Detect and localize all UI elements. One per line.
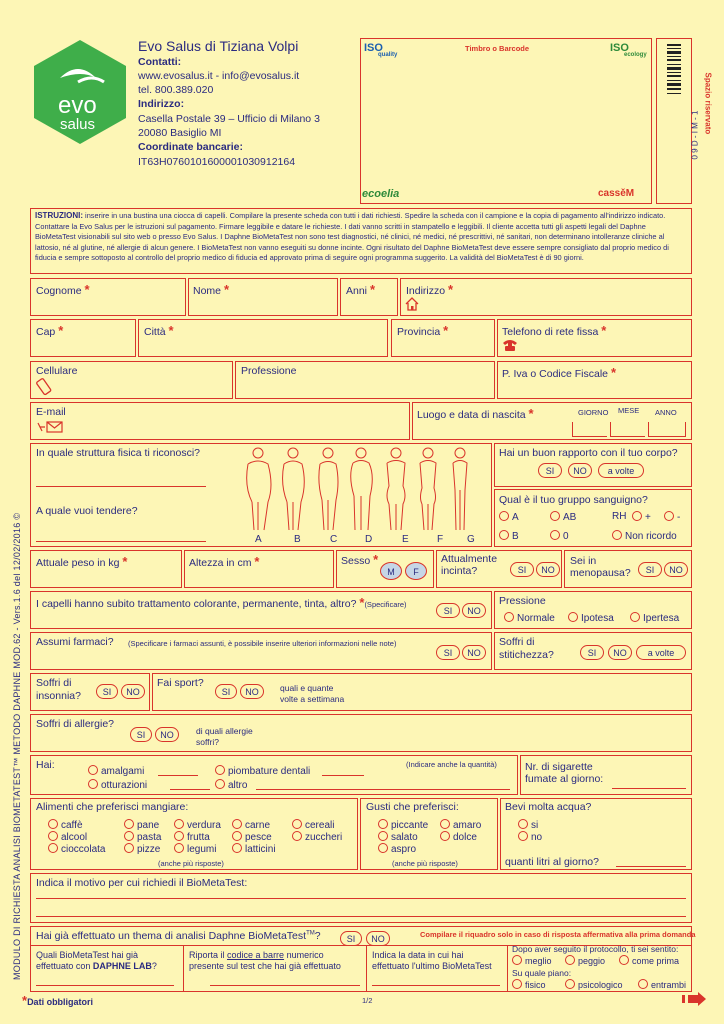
alimento-pasta[interactable]: pasta bbox=[124, 831, 161, 843]
anni-label: Anni * bbox=[346, 282, 375, 297]
gusto-salato[interactable]: salato bbox=[378, 831, 418, 843]
iso-ecology-icon: ISO ecology bbox=[610, 42, 647, 58]
sesso-label: Sesso * bbox=[341, 552, 379, 567]
cassem-logo: cassěM bbox=[598, 188, 635, 199]
pressione-normale[interactable]: Normale bbox=[504, 612, 555, 624]
thema-no[interactable]: NO bbox=[366, 931, 390, 946]
rapporto-si[interactable]: SI bbox=[538, 463, 562, 478]
alimento-cioccolata[interactable]: cioccolata bbox=[48, 843, 105, 855]
farmaci-si[interactable]: SI bbox=[436, 645, 460, 660]
motivo-line2[interactable] bbox=[36, 916, 686, 917]
thema-question: Hai già effettuato un thema di analisi Daphne BioMetaTest™? bbox=[36, 930, 321, 942]
otturazioni-qty[interactable] bbox=[170, 789, 210, 790]
shape-letter-a[interactable]: A bbox=[255, 534, 262, 545]
rapporto-no[interactable]: NO bbox=[568, 463, 592, 478]
alimenti-question: Alimenti che preferisci mangiare: bbox=[36, 801, 189, 813]
address-line1: Casella Postale 39 – Ufficio di Milano 3 bbox=[138, 113, 320, 125]
hai-note: (Indicare anche la quantità) bbox=[406, 760, 497, 769]
hai-altro[interactable]: altro bbox=[215, 779, 247, 791]
insonnia-label2: insonnia? bbox=[36, 690, 81, 702]
thema-compila: Compilare il riquadro solo in caso di risposta affermativa alla prima domanda bbox=[420, 930, 696, 939]
anno-input[interactable] bbox=[648, 422, 686, 437]
address-line2: 20080 Basiglio MI bbox=[138, 127, 222, 139]
thema-c1: Indica la data in cui hai bbox=[372, 950, 464, 960]
capelli-question: I capelli hanno subito trattamento colorante, permanente, tinta, altro? *(Specificare) bbox=[36, 595, 407, 610]
sport-quali2: volte a settimana bbox=[280, 694, 345, 704]
pressione-label: Pressione bbox=[499, 595, 546, 607]
shape-letter-b[interactable]: B bbox=[294, 534, 301, 545]
cellulare-label: Cellulare bbox=[36, 365, 78, 377]
logo-text-evo: evo bbox=[58, 92, 97, 119]
pressione-ipertesa[interactable]: Ipertesa bbox=[630, 612, 679, 624]
side-vertical-text: MODULO DI RICHIESTA ANALISI BIOMETATEST™ METODO DAPHNE MOD.62 - Vers.1.6 del 12/02/2016 © bbox=[12, 512, 22, 980]
alimento-pane[interactable]: pane bbox=[124, 819, 159, 831]
reserved-code: 0 9 D - I M - 1 bbox=[690, 110, 700, 160]
page-number: 1/2 bbox=[362, 996, 373, 1005]
iban: IT63H0760101600001030912164 bbox=[138, 156, 296, 168]
incinta-no[interactable]: NO bbox=[536, 562, 560, 577]
email-label: E-mail bbox=[36, 406, 66, 418]
acqua-no[interactable]: no bbox=[518, 831, 542, 843]
rapporto-avolte[interactable]: a volte bbox=[598, 463, 644, 478]
thema-col-divider2 bbox=[366, 945, 367, 992]
alimento-zuccheri[interactable]: zuccheri bbox=[292, 831, 342, 843]
contacts-heading: Contatti: bbox=[138, 56, 182, 68]
thema-c2: effettuato l'ultimo BioMetaTest bbox=[372, 961, 492, 971]
stamp-title: Timbro o Barcode bbox=[465, 44, 530, 53]
gusti-question: Gusti che preferisci: bbox=[366, 801, 459, 813]
litri-question: quanti litri al giorno? bbox=[505, 856, 599, 868]
iso-quality-icon: ISO quality bbox=[364, 42, 398, 58]
allergie-si[interactable]: SI bbox=[130, 727, 152, 742]
website-email[interactable]: www.evosalus.it - info@evosalus.it bbox=[138, 70, 300, 82]
shape-letter-d[interactable]: D bbox=[365, 534, 373, 545]
mese-input[interactable] bbox=[610, 422, 645, 437]
stitichezza-label1: Soffri di bbox=[499, 636, 535, 648]
farmaci-specify: (Specificare i farmaci assunti, è possibile inserire ulteriori informazioni nelle note) bbox=[128, 639, 397, 648]
shape-letter-g[interactable]: G bbox=[467, 534, 475, 545]
gruppo-rh: RH bbox=[612, 511, 627, 522]
alimento-verdura[interactable]: verdura bbox=[174, 819, 221, 831]
ecoelia-logo: ecoelia bbox=[362, 188, 400, 200]
citta-label: Città * bbox=[144, 323, 174, 338]
pressione-ipotesa[interactable]: Ipotesa bbox=[568, 612, 614, 624]
hai-otturazioni[interactable]: otturazioni bbox=[88, 779, 147, 791]
altro-qty[interactable] bbox=[256, 789, 510, 790]
phone: tel. 800.389.020 bbox=[138, 84, 214, 96]
stamp-box[interactable] bbox=[360, 38, 652, 204]
shape-letter-f[interactable]: F bbox=[437, 534, 444, 545]
allergie-question: Soffri di allergie? bbox=[36, 718, 115, 730]
menopausa-label1: Sei in bbox=[570, 555, 597, 567]
professione-label: Professione bbox=[241, 365, 297, 377]
gruppo-0[interactable]: 0 bbox=[550, 530, 569, 542]
alimento-caffe[interactable]: caffè bbox=[48, 819, 83, 831]
luogo-label: Luogo e data di nascita * bbox=[417, 406, 534, 421]
altezza-label: Altezza in cm * bbox=[189, 554, 260, 569]
insonnia-label1: Soffri di bbox=[36, 677, 72, 689]
motivo-line1[interactable] bbox=[36, 898, 686, 899]
stitichezza-avolte[interactable]: a volte bbox=[636, 645, 686, 660]
sigarette-input[interactable] bbox=[612, 788, 686, 789]
insonnia-no[interactable]: NO bbox=[121, 684, 145, 699]
gusto-piccante[interactable]: piccante bbox=[378, 819, 428, 831]
mobile-phone-icon bbox=[36, 378, 52, 396]
giorno-input[interactable] bbox=[572, 422, 607, 437]
thema-col-divider1 bbox=[183, 945, 184, 992]
gruppo-rh-plus[interactable]: + bbox=[632, 511, 651, 523]
thema-b-input[interactable] bbox=[210, 985, 360, 986]
sentito-peggio[interactable]: peggio bbox=[565, 955, 605, 966]
provincia-label: Provincia * bbox=[397, 323, 449, 338]
thema-a1: Quali BioMetaTest hai già bbox=[36, 950, 139, 960]
barcode-icon bbox=[667, 44, 681, 194]
cognome-label: Cognome * bbox=[36, 282, 90, 297]
stitichezza-label2: stitichezza? bbox=[499, 649, 554, 661]
alimento-pizze[interactable]: pizze bbox=[124, 843, 160, 855]
thema-si[interactable]: SI bbox=[340, 931, 362, 946]
litri-input[interactable] bbox=[616, 866, 686, 867]
gusto-dolce[interactable]: dolce bbox=[440, 831, 477, 843]
menopausa-label2: menopausa? bbox=[570, 567, 631, 579]
thema-d3: Su quale piano: bbox=[512, 968, 572, 978]
house-icon bbox=[404, 296, 420, 312]
hai-label: Hai: bbox=[36, 759, 55, 771]
capelli-no[interactable]: NO bbox=[462, 603, 486, 618]
gusto-amaro[interactable]: amaro bbox=[440, 819, 481, 831]
required-note: *Dati obbligatori bbox=[22, 993, 94, 1008]
sigarette-label1: Nr. di sigarette bbox=[525, 761, 593, 773]
thema-c-input[interactable] bbox=[372, 985, 500, 986]
hai-piombature[interactable]: piombature dentali bbox=[215, 765, 310, 777]
mese-label: MESE bbox=[618, 406, 640, 415]
shape-letter-c[interactable]: C bbox=[330, 534, 338, 545]
sigarette-label2: fumate al giorno: bbox=[525, 773, 604, 785]
struttura-answer[interactable] bbox=[36, 486, 206, 487]
piombature-qty[interactable] bbox=[322, 775, 364, 776]
acqua-question: Bevi molta acqua? bbox=[505, 801, 592, 813]
citta-field[interactable] bbox=[138, 319, 388, 357]
thema-col-divider3 bbox=[507, 945, 508, 992]
bank-heading: Coordinate bancarie: bbox=[138, 141, 244, 153]
tendere-answer[interactable] bbox=[36, 541, 206, 542]
peso-label: Attuale peso in kg * bbox=[36, 554, 128, 569]
thema-a2: effettuato con DAPHNE LAB? bbox=[36, 961, 157, 971]
reserved-label: Spazio riservato bbox=[703, 72, 713, 135]
alimenti-note: (anche più risposte) bbox=[158, 859, 224, 868]
thema-b1: Riporta il codice a barre numerico bbox=[189, 950, 324, 960]
anno-label: ANNO bbox=[655, 408, 677, 417]
email-icon bbox=[36, 420, 64, 434]
gruppo-rh-minus[interactable]: - bbox=[664, 511, 680, 523]
thema-a-input[interactable] bbox=[36, 985, 174, 986]
alimento-frutta[interactable]: frutta bbox=[174, 831, 210, 843]
allergie-quali2: soffri? bbox=[196, 737, 219, 747]
piano-entrambi[interactable]: entrambi bbox=[638, 979, 686, 990]
alimento-carne[interactable]: carne bbox=[232, 819, 270, 831]
body-silhouettes bbox=[236, 446, 486, 532]
farmaci-no[interactable]: NO bbox=[462, 645, 486, 660]
menopausa-si[interactable]: SI bbox=[638, 562, 662, 577]
instructions-text bbox=[35, 211, 687, 264]
nome-label: Nome * bbox=[193, 282, 229, 297]
gruppo-b[interactable]: B bbox=[499, 530, 519, 542]
gruppo-non-ricordo[interactable]: Non ricordo bbox=[612, 530, 677, 542]
cap-label: Cap * bbox=[36, 323, 64, 338]
instructions-heading: ISTRUZIONI: bbox=[35, 211, 83, 220]
farmaci-question: Assumi farmaci? bbox=[36, 636, 114, 648]
logo-text-salus: salus bbox=[60, 116, 96, 133]
stitichezza-si[interactable]: SI bbox=[580, 645, 604, 660]
sentito-meglio[interactable]: meglio bbox=[512, 955, 552, 966]
company-name: Evo Salus di Tiziana Volpi bbox=[138, 38, 299, 54]
sport-no[interactable]: NO bbox=[240, 684, 264, 699]
tendere-question: A quale vuoi tendere? bbox=[36, 505, 138, 517]
alimento-cereali[interactable]: cereali bbox=[292, 819, 334, 831]
insonnia-si[interactable]: SI bbox=[96, 684, 118, 699]
gusto-aspro[interactable]: aspro bbox=[378, 843, 416, 855]
piano-psicologico[interactable]: psicologico bbox=[565, 979, 623, 990]
next-page-arrow-icon[interactable] bbox=[682, 992, 708, 1006]
sesso-f[interactable]: F bbox=[405, 562, 427, 580]
alimento-alcool[interactable]: alcool bbox=[48, 831, 87, 843]
gruppo-question: Qual è il tuo gruppo sanguigno? bbox=[499, 494, 648, 506]
instructions-body: inserire in una bustina una ciocca di capelli. Compilare la presente scheda con tutti i dati richiesti. Spedire la scheda con il campione e la copia di pagamento all'indirizzo indicato. Contattare la Evo Salus per le istruzioni sul pagamento. Firmare leggibile e datare le richieste. I dati vanno scritti in stampatello e leggibili. Il cliente accetta tutti gli aspetti legali del Daphne BioMetaTest visionabili sul sito web o presso Evo Salus. I Daphne BioMetaTest non sono test diagnostici, né clinici, né medici, né prescrittivi, né sanitari, non determinano intolleranze cliniche al lattosio, né al glutine, né allergie di alcun genere. I BioMetaTest non vanno eseguiti su donne incinte. Ogni risultato del Daphne BioMetaTest deve essere sempre consigliato dal proprio medico di fiducia e sempre sottoposto al controllo del proprio medico di fiducia ed approvato prima di seguire ogni programma suggerito. La validità del BioMetaTest è di 90 giorni. bbox=[35, 211, 669, 263]
allergie-no[interactable]: NO bbox=[155, 727, 179, 742]
incinta-si[interactable]: SI bbox=[510, 562, 534, 577]
capelli-si[interactable]: SI bbox=[436, 603, 460, 618]
sport-quali1: quali e quante bbox=[280, 683, 334, 693]
thema-b2: presente sul test che hai già effettuato bbox=[189, 961, 341, 971]
gruppo-a[interactable]: A bbox=[499, 511, 519, 523]
telefono-label: Telefono di rete fissa * bbox=[502, 323, 607, 338]
sport-label: Fai sport? bbox=[157, 677, 204, 689]
giorno-label: GIORNO bbox=[578, 408, 609, 417]
hai-amalgami[interactable]: amalgami bbox=[88, 765, 144, 777]
gruppo-ab[interactable]: AB bbox=[550, 511, 576, 523]
alimento-legumi[interactable]: legumi bbox=[174, 843, 216, 855]
stitichezza-no[interactable]: NO bbox=[608, 645, 632, 660]
rapporto-question: Hai un buon rapporto con il tuo corpo? bbox=[499, 447, 678, 459]
piano-fisico[interactable]: fisico bbox=[512, 979, 546, 990]
amalgami-qty[interactable] bbox=[158, 775, 198, 776]
motivo-question: Indica il motivo per cui richiedi il BioMetaTest: bbox=[36, 877, 248, 889]
piva-label: P. Iva o Codice Fiscale * bbox=[502, 365, 617, 380]
address-heading: Indirizzo: bbox=[138, 98, 185, 110]
allergie-quali1: di quali allergie bbox=[196, 726, 253, 736]
alimento-pesce[interactable]: pesce bbox=[232, 831, 272, 843]
acqua-si[interactable]: si bbox=[518, 819, 538, 831]
sport-si[interactable]: SI bbox=[215, 684, 237, 699]
sesso-m[interactable]: M bbox=[380, 562, 402, 580]
incinta-label1: Attualmente bbox=[441, 553, 498, 565]
indirizzo-label: Indirizzo * bbox=[406, 282, 454, 297]
thema-d1: Dopo aver seguito il protocollo, ti sei sentito: bbox=[512, 944, 679, 954]
email-field[interactable] bbox=[30, 402, 410, 440]
phone-icon bbox=[502, 338, 518, 352]
shape-letter-e[interactable]: E bbox=[402, 534, 409, 545]
incinta-label2: incinta? bbox=[441, 565, 478, 577]
struttura-question: In quale struttura fisica ti riconosci? bbox=[36, 447, 200, 459]
sentito-come-prima[interactable]: come prima bbox=[619, 955, 679, 966]
gusti-note: (anche più risposte) bbox=[392, 859, 458, 868]
alimento-latticini[interactable]: latticini bbox=[232, 843, 276, 855]
menopausa-no[interactable]: NO bbox=[664, 562, 688, 577]
